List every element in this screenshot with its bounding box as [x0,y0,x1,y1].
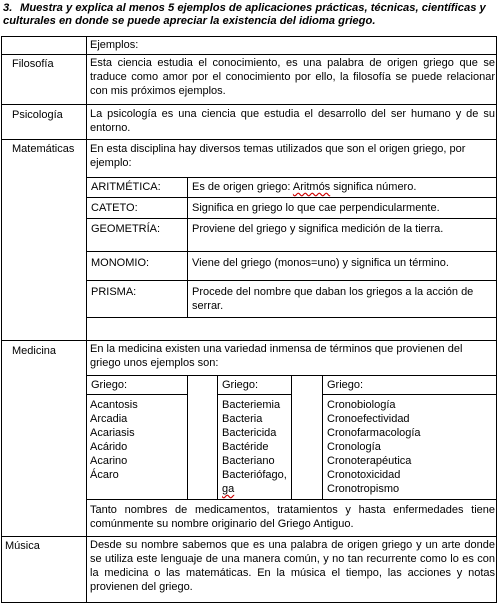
medicine-header-divider [86,394,187,395]
list-item: Bacteria [222,413,263,425]
row-divider [86,197,497,198]
list-item: Ácaro [90,469,119,481]
row-divider [1,54,497,55]
question-title [3,2,497,28]
math-term: ARITMÉTICA: [91,181,161,193]
list-item: Bacteriemia [222,399,281,411]
row-divider [86,251,497,252]
medicine-term-list [327,398,421,496]
list-item: Acariasis [90,427,135,439]
row-divider [86,317,497,318]
medicine-header-divider [322,394,497,395]
math-table-divider [187,177,188,317]
row-text-musica: Desde su nombre sabemos que es una palabra de origen griego y un arte donde se utiliza este lenguaje de una manera común, y no tan recurrente como lo es con la medicina o las matemáticas. En la música el tiempo, las acciones y notas provienen del griego. [90,539,495,593]
row-label-psicologia: Psicología [12,109,63,121]
list-item: Cronotoxicidad [327,469,401,481]
list-item: Cronobiología [327,399,396,411]
math-term: MONOMIO: [91,257,150,269]
list-item: Cronoefectividad [327,413,410,425]
list-item: Bactéride [222,441,269,453]
row-label-medicina: Medicina [12,345,57,357]
list-item: Bactericida [222,427,277,439]
question-number: 3. [3,2,13,14]
row-label-matematicas: Matemáticas [12,143,75,155]
row-intro-medicina: En la medicina existen una variedad inmensa de términos que provienen del griego unos ejemplos son: [90,343,463,369]
examples-header: Ejemplos: [90,39,139,51]
list-item: Arcadia [90,413,128,425]
medicine-closing-text: Tanto nombres de medicamentos, tratamientos y hasta enfermedades tiene comúnmente su nombre originario del Griego Antiguo. [90,504,495,530]
list-item: Cronotropismo [327,483,400,495]
list-item: Cronología [327,441,381,453]
math-term: GEOMETRÍA: [91,223,161,235]
list-item: Acarino [90,455,128,467]
row-label-musica: Música [5,540,40,552]
medicine-term-list [90,398,138,482]
row-label-filosofia: Filosofía [12,58,54,70]
medicine-column-divider [187,375,188,500]
medicine-header-divider [217,394,291,395]
math-definition: Procede del nombre que daban los griegos a la acción de serrar. [192,286,474,312]
list-item: Acárido [90,441,128,453]
question-text: Muestra y explica al menos 5 ejemplos de aplicaciones prácticas, técnicas, científicas y culturales en donde se puede apreciar la existencia del idioma griego. [3,2,486,27]
spell-marked-word: Aritmós [292,181,331,193]
spell-marked-word: ga [222,483,235,495]
math-term: PRISMA: [91,286,137,298]
math-definition: Viene del griego (monos=uno) y significa un término. [192,257,449,269]
row-text-filosofia: Esta ciencia estudia el conocimiento, es una palabra de origen griego que se traduce como amor por el conocimiento por ello, la filosofía se puede relacionar con mis próximos ejemplos. [90,57,495,97]
row-divider [1,139,497,140]
medicine-column-head: Griego: [91,379,128,391]
medicine-term-list [222,398,287,496]
row-intro-matematicas: En esta disciplina hay diversos temas utilizados que son el origen griego, por ejemplo: [90,143,466,169]
row-divider [1,104,497,105]
math-definition: Es de origen griego: Aritmós significa número. [192,181,417,193]
math-term: CATETO: [91,202,138,214]
list-item: Bacteriófago, [222,469,287,481]
medicine-column-divider [291,375,292,500]
list-item: Cronofarmacología [327,427,421,439]
medicine-column-head: Griego: [222,379,259,391]
row-text-psicologia: La psicología es una ciencia que estudia el desarrollo del ser humano y de su entorno. [90,108,495,134]
row-divider [1,340,497,341]
row-divider [86,218,497,219]
row-divider [1,536,497,537]
math-definition: Proviene del griego y significa medición de la tierra. [192,223,444,235]
list-item: Acantosis [90,399,138,411]
medicine-column-head: Griego: [327,379,364,391]
math-definition: Significa en griego lo que cae perpendicularmente. [192,202,440,214]
list-item: Cronoterapéutica [327,455,412,467]
row-divider [86,280,497,281]
list-item: Bacteriano [222,455,275,467]
